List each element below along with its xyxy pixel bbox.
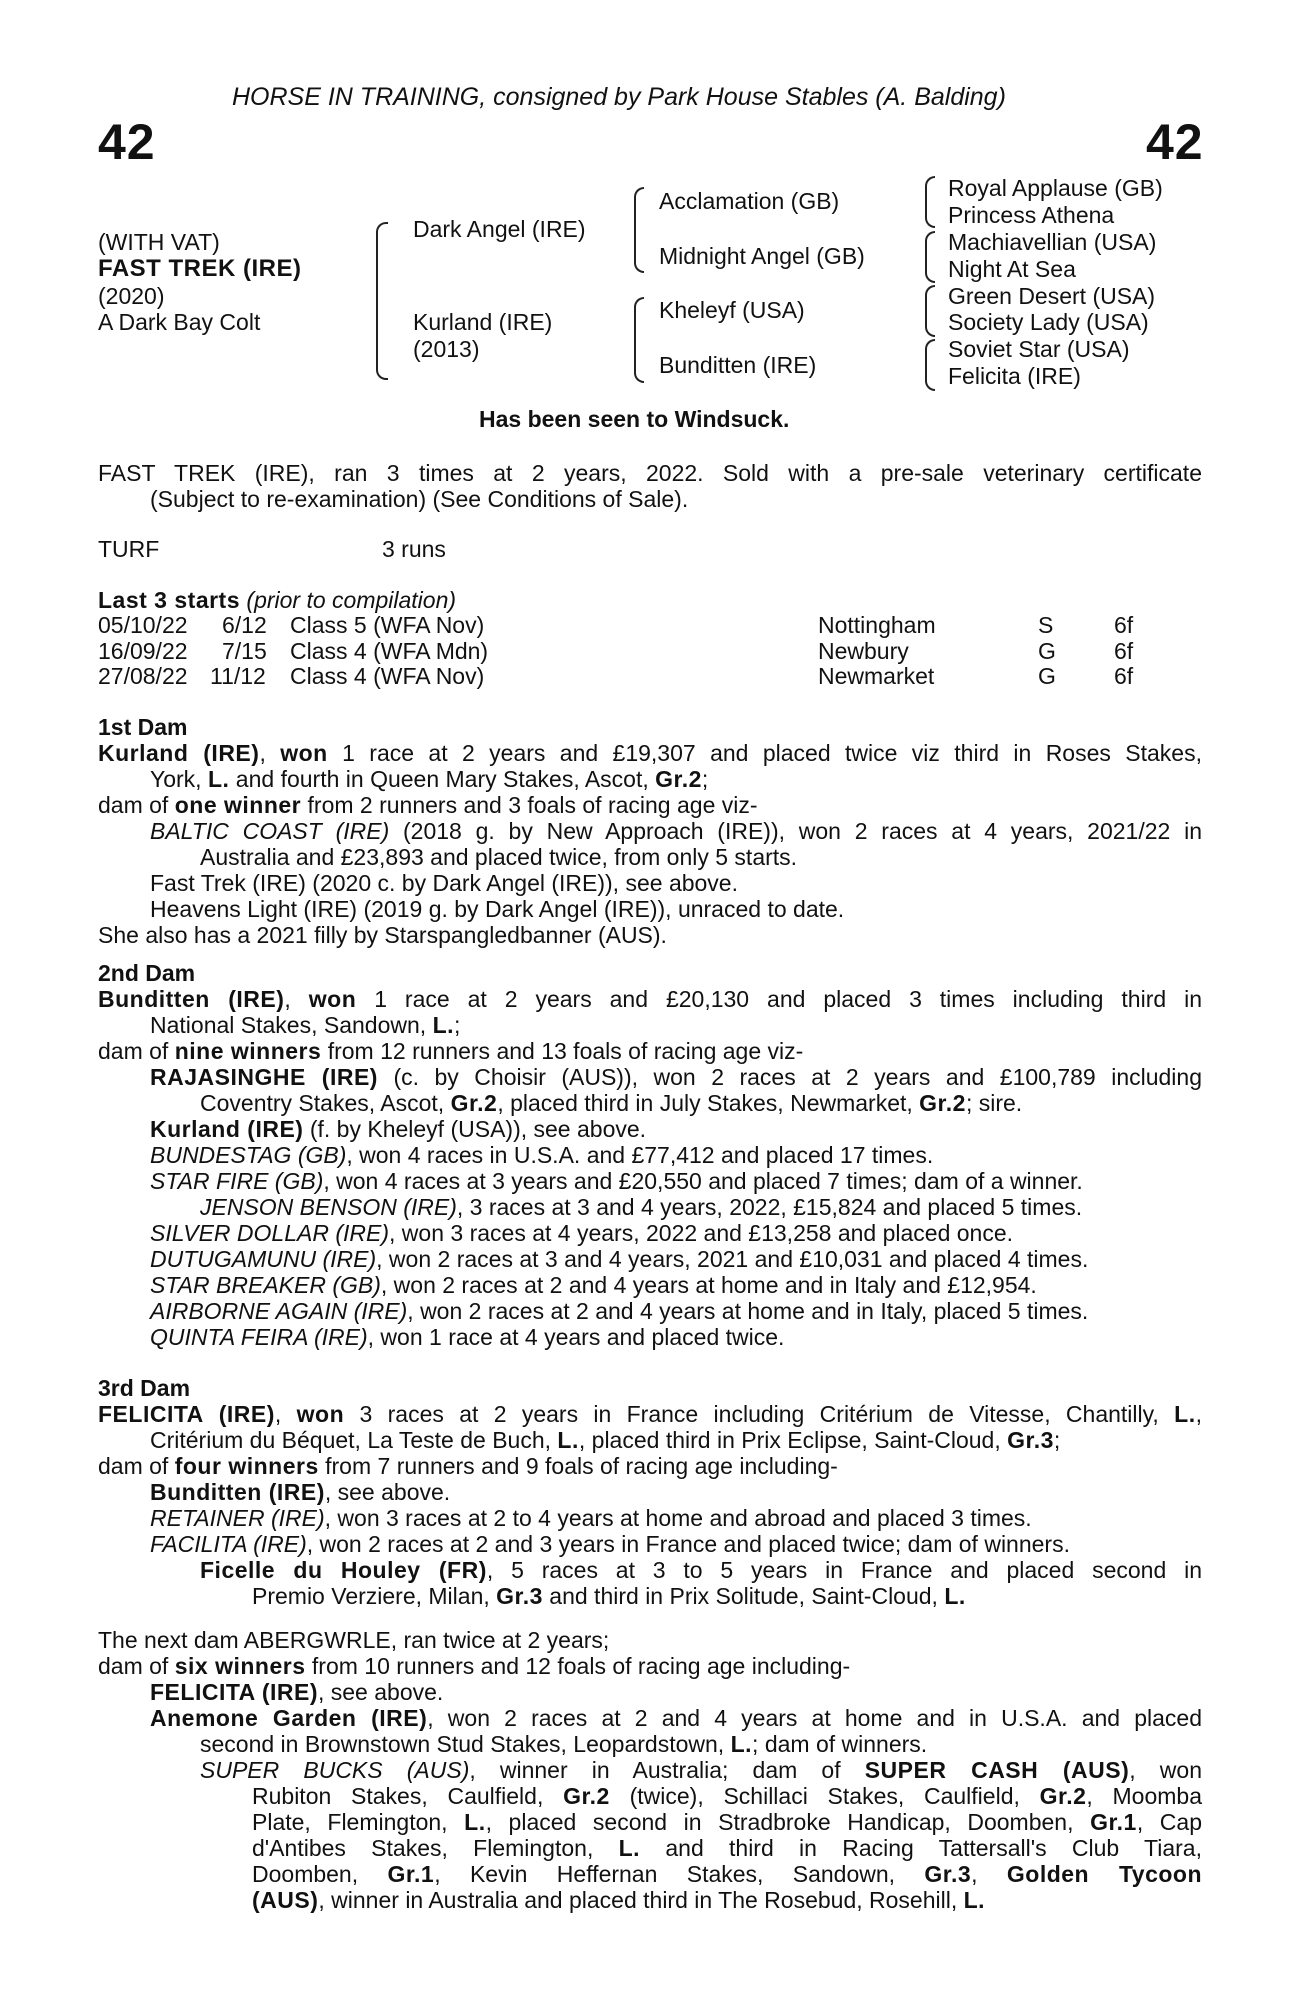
pedigree-ss-sire: Royal Applause (GB) <box>948 175 1163 201</box>
progeny-name: RETAINER (IRE) <box>150 1505 325 1531</box>
pedigree-sire-sire: Acclamation (GB) <box>659 188 840 214</box>
start-going: G <box>1038 663 1056 689</box>
grade-label: Gr.3 <box>924 1861 972 1887</box>
first-dam-section <box>98 714 1202 948</box>
progeny-name: QUINTA FEIRA (IRE) <box>150 1324 368 1350</box>
progeny-name: SUPER CASH (AUS) <box>864 1757 1130 1783</box>
text: , won <box>1129 1757 1202 1783</box>
second-dam-section <box>98 960 1202 1350</box>
winners-count: six winners <box>174 1653 306 1679</box>
pedigree-brace-dd <box>925 339 935 391</box>
text: , placed second in Stradbroke Handicap, Doomben, <box>485 1809 1091 1835</box>
text: , 3 races at 3 and 4 years, 2022, £15,824 and placed 5 times. <box>456 1194 1083 1220</box>
grade-label: L. <box>963 1887 986 1913</box>
grade-label: L. <box>432 1012 455 1038</box>
text: , see above. <box>317 1679 444 1705</box>
pedigree-dam-year: (2013) <box>413 336 480 362</box>
text: ; <box>701 766 709 792</box>
text: Doomben, <box>252 1861 388 1887</box>
pedigree-dam: Kurland (IRE) <box>413 309 553 335</box>
text: (c. by Choisir (AUS)), won 2 races at 2 years and £100,789 including <box>377 1064 1202 1090</box>
dam-line <box>98 1116 1202 1142</box>
summary-line: FAST TREK (IRE), ran 3 times at 2 years, 2022. Sold with a pre-sale veterinary certificate <box>98 460 1202 486</box>
dam-line <box>98 1453 1202 1479</box>
dam-line: Australia and £23,893 and placed twice, from only 5 starts. <box>200 844 798 870</box>
start-date: 16/09/22 <box>98 638 188 664</box>
text: , placed third in Prix Eclipse, Saint-Cloud, <box>578 1427 1008 1453</box>
fourth-dam-section <box>98 1627 1202 1913</box>
pedigree-sire: Dark Angel (IRE) <box>413 216 586 242</box>
veterinary-note: Has been seen to Windsuck. <box>479 406 790 432</box>
text: , won 4 races at 3 years and £20,550 and placed 7 times; dam of a winner. <box>323 1168 1083 1194</box>
won-label: won <box>296 1401 345 1427</box>
text: National Stakes, Sandown, <box>150 1012 433 1038</box>
progeny-name: AIRBORNE AGAIN (IRE) <box>150 1298 408 1324</box>
start-course: Newbury <box>818 638 909 664</box>
text: (2018 g. by New Approach (IRE)), won 2 races at 4 years, 2021/22 in <box>389 818 1202 844</box>
start-position: 7/15 <box>222 638 267 664</box>
text: d'Antibes Stakes, Flemington, <box>252 1835 619 1861</box>
dam-line <box>98 1427 1202 1453</box>
start-date: 27/08/22 <box>98 663 188 689</box>
surface-label: TURF <box>98 536 160 562</box>
grade-label: L. <box>207 766 230 792</box>
dam-line <box>98 1168 1202 1194</box>
start-class: Class 4 (WFA Mdn) <box>290 638 489 664</box>
progeny-name: STAR BREAKER (GB) <box>150 1272 381 1298</box>
text: , won 2 races at 2 and 4 years at home and in Italy, placed 5 times. <box>407 1298 1089 1324</box>
grade-label: L. <box>618 1835 641 1861</box>
pedigree-brace-main <box>376 222 388 380</box>
text: Rubiton Stakes, Caulfield, <box>252 1783 564 1809</box>
text: , winner in Australia; dam of <box>469 1757 865 1783</box>
progeny-name: Kurland (IRE) <box>150 1116 304 1142</box>
text: from 10 runners and 12 foals of racing age including- <box>305 1653 851 1679</box>
pedigree-brace-ss <box>925 176 935 228</box>
text: from 12 runners and 13 foals of racing age viz- <box>321 1038 804 1064</box>
dam-line <box>98 1705 1202 1731</box>
horse-description: A Dark Bay Colt <box>98 309 261 335</box>
text: (f. by Kheleyf (USA)), see above. <box>303 1116 647 1142</box>
dam-line <box>98 766 1202 792</box>
dam-line <box>98 1479 1202 1505</box>
progeny-name: RAJASINGHE (IRE) <box>150 1064 378 1090</box>
dam-line: Fast Trek (IRE) (2020 c. by Dark Angel (IRE)), see above. <box>150 870 738 896</box>
catalogue-header: HORSE IN TRAINING, consigned by Park House Stables (A. Balding) <box>232 83 1006 111</box>
dam-name: Kurland (IRE) <box>98 740 260 766</box>
dam-line <box>98 1038 1202 1064</box>
progeny-name: Anemone Garden (IRE) <box>150 1705 428 1731</box>
grade-label: Gr.3 <box>496 1583 543 1609</box>
summary-line: (Subject to re-examination) (See Conditions of Sale). <box>150 486 689 512</box>
pedigree-dd-sire: Soviet Star (USA) <box>948 336 1130 362</box>
text: , won 1 race at 4 years and placed twice. <box>367 1324 785 1350</box>
text: , won 2 races at 2 and 3 years in France and placed twice; dam of winners. <box>306 1531 1070 1557</box>
grade-label: Gr.3 <box>1007 1427 1054 1453</box>
progeny-name: (AUS) <box>252 1887 319 1913</box>
dam-line <box>98 1531 1202 1557</box>
text: , <box>971 1861 1007 1887</box>
start-course: Nottingham <box>818 612 936 638</box>
dam-line <box>98 1783 1202 1809</box>
dam-line <box>98 1583 1202 1609</box>
dam-line <box>98 1401 1202 1427</box>
text: , Cap <box>1136 1809 1202 1835</box>
dam-line <box>98 1757 1202 1783</box>
dam-name: FELICITA (IRE) <box>98 1401 275 1427</box>
text: from 2 runners and 3 foals of racing age viz- <box>301 792 758 818</box>
grade-label: Gr.1 <box>387 1861 435 1887</box>
dam-line <box>98 1835 1202 1861</box>
text: second in Brownstown Stud Stakes, Leopardstown, <box>200 1731 731 1757</box>
horse-name: FAST TREK (IRE) <box>98 255 302 282</box>
progeny-name: FACILITA (IRE) <box>150 1531 307 1557</box>
dam-line <box>98 1246 1202 1272</box>
dam-line <box>98 1194 1202 1220</box>
pedigree-brace-dam <box>634 297 644 383</box>
start-course: Newmarket <box>818 663 935 689</box>
text: , won 3 races at 2 to 4 years at home and abroad and placed 3 times. <box>324 1505 1032 1531</box>
progeny-name: Golden Tycoon <box>1006 1861 1203 1887</box>
text: York, <box>150 766 208 792</box>
grade-label: L. <box>557 1427 579 1453</box>
dam-line <box>98 986 1202 1012</box>
text: and third in Racing Tattersall's Club Tiara, <box>640 1835 1202 1861</box>
start-going: S <box>1038 612 1054 638</box>
text: , won 2 races at 2 and 4 years at home and in Italy and £12,954. <box>380 1272 1037 1298</box>
text: ; dam of winners. <box>752 1731 928 1757</box>
pedigree-sd-sire: Machiavellian (USA) <box>948 229 1157 255</box>
pedigree-ds-sire: Green Desert (USA) <box>948 283 1156 309</box>
dam-line: She also has a 2021 filly by Starspangledbanner (AUS). <box>98 922 667 948</box>
dam-line <box>98 1653 1202 1679</box>
last-starts-note: (prior to compilation) <box>246 587 457 613</box>
dam-line <box>98 1679 1202 1705</box>
third-dam-heading: 3rd Dam <box>98 1375 191 1401</box>
dam-line <box>98 1298 1202 1324</box>
dam-line <box>98 1272 1202 1298</box>
text: from 7 runners and 9 foals of racing age including- <box>318 1453 838 1479</box>
dam-line <box>98 1324 1202 1350</box>
progeny-name: Bunditten (IRE) <box>150 1479 325 1505</box>
start-distance: 6f <box>1114 612 1134 638</box>
winners-count: nine winners <box>174 1038 322 1064</box>
winners-count: one winner <box>174 792 302 818</box>
dam-name: Bunditten (IRE) <box>98 986 285 1012</box>
pedigree-dam-sire: Kheleyf (USA) <box>659 297 805 323</box>
dam-line: The next dam ABERGWRLE, ran twice at 2 years; <box>98 1627 610 1653</box>
pedigree-ss-dam: Princess Athena <box>948 202 1115 228</box>
start-class: Class 5 (WFA Nov) <box>290 612 485 638</box>
dam-line <box>98 818 1202 844</box>
winners-count: four winners <box>174 1453 319 1479</box>
pedigree-brace-ds <box>925 285 935 337</box>
text: , won 4 races in U.S.A. and £77,412 and placed 17 times. <box>346 1142 934 1168</box>
surface-runs: 3 runs <box>382 536 446 562</box>
text: , Kevin Heffernan Stakes, Sandown, <box>434 1861 925 1887</box>
last-starts-heading <box>98 587 456 613</box>
pedigree-brace-sire <box>634 187 644 273</box>
pedigree-dam-dam: Bunditten (IRE) <box>659 352 817 378</box>
grade-label: Gr.2 <box>1039 1783 1087 1809</box>
second-dam-heading: 2nd Dam <box>98 960 196 986</box>
start-going: G <box>1038 638 1056 664</box>
dam-line <box>98 1887 1202 1913</box>
text: , won 3 races at 4 years, 2022 and £13,258 and placed once. <box>389 1220 1014 1246</box>
text: , <box>274 1401 297 1427</box>
text: , winner in Australia and placed third in The Rosebud, Rosehill, <box>318 1887 964 1913</box>
lot-number-left: 42 <box>98 114 156 170</box>
text: Coventry Stakes, Ascot, <box>200 1090 451 1116</box>
grade-label: L. <box>944 1583 966 1609</box>
text: , 5 races at 3 to 5 years in France and placed second in <box>486 1557 1202 1583</box>
text: 1 race at 2 years and £19,307 and placed twice viz third in Roses Stakes, <box>327 740 1202 766</box>
race-summary <box>98 460 1202 512</box>
text: Plate, Flemington, <box>252 1809 465 1835</box>
dam-line <box>98 1012 1202 1038</box>
dam-line <box>98 1861 1202 1887</box>
vat-label: (WITH VAT) <box>98 229 220 255</box>
text: and third in Prix Solitude, Saint-Cloud, <box>542 1583 945 1609</box>
start-distance: 6f <box>1114 638 1134 664</box>
grade-label: L. <box>1174 1401 1196 1427</box>
text: dam of <box>98 1653 175 1679</box>
first-dam-heading: 1st Dam <box>98 714 188 740</box>
progeny-name: JENSON BENSON (IRE) <box>200 1194 457 1220</box>
text: , placed third in July Stakes, Newmarket, <box>497 1090 920 1116</box>
text: 3 races at 2 years in France including Critérium de Vitesse, Chantilly, <box>344 1401 1175 1427</box>
text: and fourth in Queen Mary Stakes, Ascot, <box>229 766 656 792</box>
won-label: won <box>280 740 328 766</box>
text: , won 2 races at 3 and 4 years, 2021 and £10,031 and placed 4 times. <box>376 1246 1089 1272</box>
dam-line <box>98 1557 1202 1583</box>
grade-label: L. <box>464 1809 486 1835</box>
pedigree-sd-dam: Night At Sea <box>948 256 1076 282</box>
text: ; <box>1053 1427 1061 1453</box>
text: Critérium du Béquet, La Teste de Buch, <box>150 1427 558 1453</box>
start-class: Class 4 (WFA Nov) <box>290 663 485 689</box>
text: , <box>259 740 281 766</box>
dam-line: Heavens Light (IRE) (2019 g. by Dark Angel (IRE)), unraced to date. <box>150 896 845 922</box>
start-distance: 6f <box>1114 663 1134 689</box>
text: , won 2 races at 2 and 4 years at home and in U.S.A. and placed <box>427 1705 1202 1731</box>
text: dam of <box>98 1453 175 1479</box>
lot-number-right: 42 <box>1146 114 1204 170</box>
grade-label: Gr.2 <box>655 766 702 792</box>
grade-label: Gr.1 <box>1090 1809 1137 1835</box>
start-position: 11/12 <box>210 663 266 689</box>
pedigree-ds-dam: Society Lady (USA) <box>948 309 1149 335</box>
dam-line <box>98 1142 1202 1168</box>
progeny-name: BALTIC COAST (IRE) <box>150 818 390 844</box>
dam-line <box>98 740 1202 766</box>
start-date: 05/10/22 <box>98 612 188 638</box>
dam-line <box>98 1220 1202 1246</box>
dam-line <box>98 1064 1202 1090</box>
pedigree-sire-dam: Midnight Angel (GB) <box>659 243 865 269</box>
horse-year: (2020) <box>98 283 165 309</box>
dam-line <box>98 1731 1202 1757</box>
start-position: 6/12 <box>222 612 267 638</box>
text: ; sire. <box>965 1090 1023 1116</box>
grade-label: L. <box>730 1731 753 1757</box>
text: , Moomba <box>1086 1783 1203 1809</box>
progeny-name: SUPER BUCKS (AUS) <box>200 1757 470 1783</box>
dam-line <box>98 1505 1202 1531</box>
text: , <box>1195 1401 1202 1427</box>
progeny-name: Ficelle du Houley (FR) <box>200 1557 487 1583</box>
text: dam of <box>98 1038 175 1064</box>
dam-line <box>98 1090 1202 1116</box>
text: , see above. <box>324 1479 451 1505</box>
grade-label: Gr.2 <box>563 1783 610 1809</box>
progeny-name: DUTUGAMUNU (IRE) <box>150 1246 377 1272</box>
progeny-name: STAR FIRE (GB) <box>150 1168 324 1194</box>
pedigree-dd-dam: Felicita (IRE) <box>948 363 1081 389</box>
progeny-name: BUNDESTAG (GB) <box>150 1142 347 1168</box>
pedigree-brace-sd <box>925 231 935 283</box>
won-label: won <box>308 986 357 1012</box>
dam-line <box>98 1809 1202 1835</box>
text: Premio Verziere, Milan, <box>252 1583 497 1609</box>
text: , <box>284 986 309 1012</box>
text: 1 race at 2 years and £20,130 and placed 3 times including third in <box>356 986 1202 1012</box>
dam-line <box>98 792 1202 818</box>
text: ; <box>454 1012 461 1038</box>
grade-label: Gr.2 <box>919 1090 966 1116</box>
text: dam of <box>98 792 175 818</box>
last-starts-title: Last 3 starts <box>98 587 241 613</box>
third-dam-section <box>98 1375 1202 1609</box>
progeny-name: FELICITA (IRE) <box>150 1679 318 1705</box>
progeny-name: SILVER DOLLAR (IRE) <box>150 1220 390 1246</box>
grade-label: Gr.2 <box>450 1090 498 1116</box>
text: (twice), Schillaci Stakes, Caulfield, <box>609 1783 1040 1809</box>
